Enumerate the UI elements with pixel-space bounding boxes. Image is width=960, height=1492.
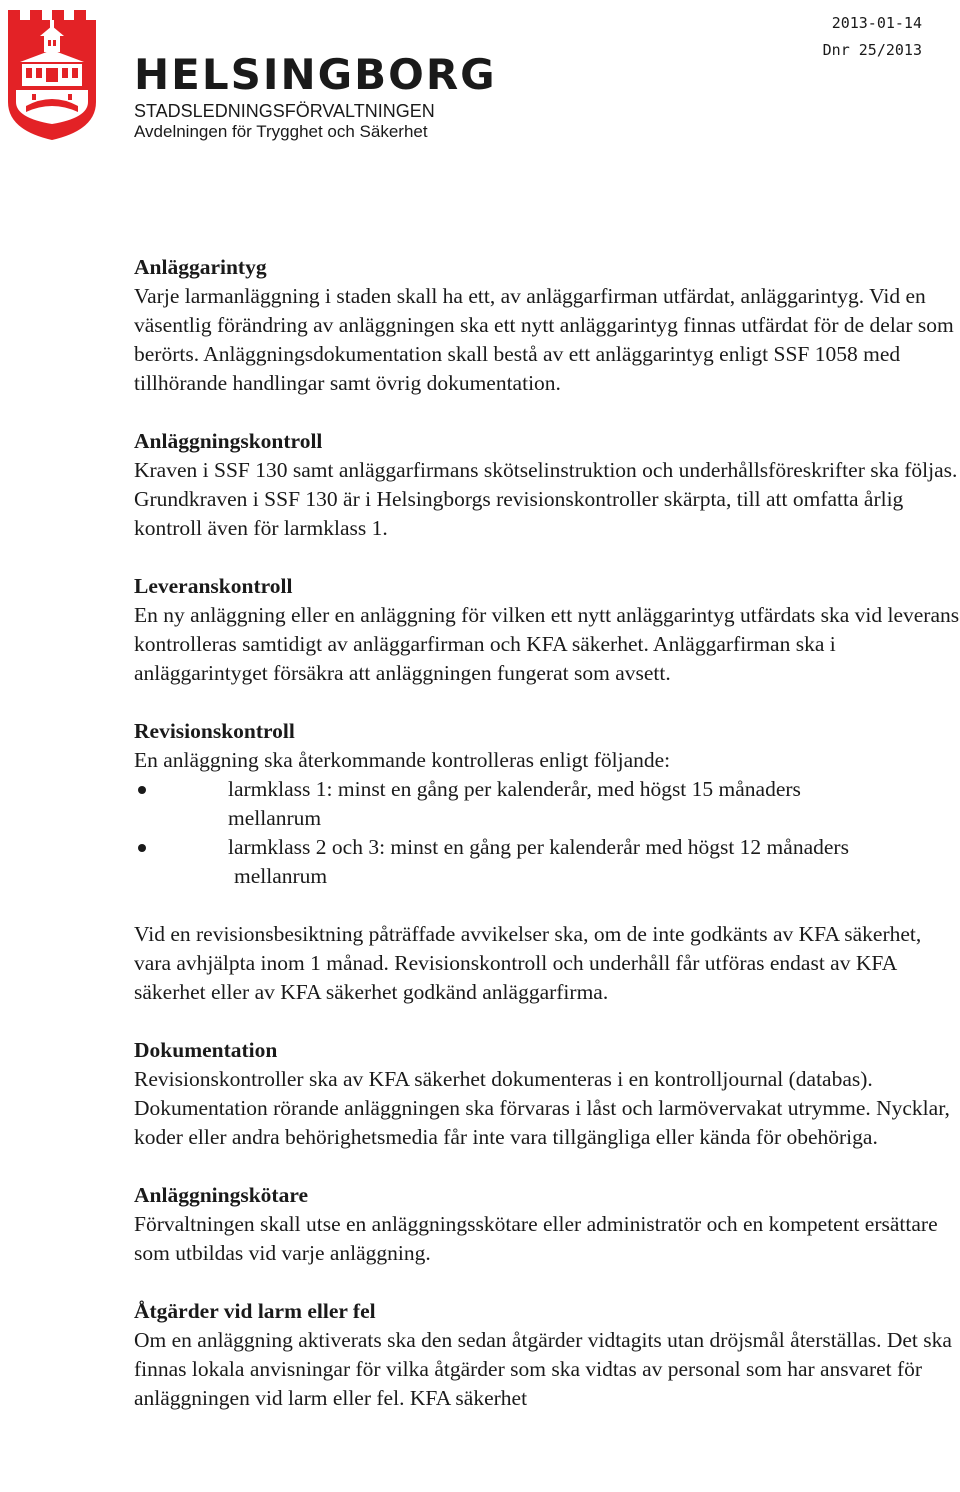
section-heading: Anläggningskontroll [134, 429, 323, 453]
brand-name: HELSINGBORG [134, 50, 497, 99]
section-text: En ny anläggning eller en anläggning för vilken ett nytt anläggarintyg utfärdats ska vid leverans kontrolleras samtidigt av anläggarfirman och KFA säkerhet. Anläggarfirman ska i anläggarintyget försäkra att anläggningen fungerat som avsett. [134, 603, 960, 685]
section-text: Vid en revisionsbesiktning påträffade avvikelser ska, om de inte godkänts av KFA säkerhet, vara avhjälpta inom 1 månad. Revisionskontroll och underhåll får utföras endast av KFA säkerhet eller av KFA säkerhet godkänd anläggarfirma. [134, 922, 922, 1004]
list-item-line: mellanrum [228, 806, 322, 830]
document-reference: Dnr 25/2013 [822, 41, 922, 59]
section-text: Varje larmanläggning i staden skall ha ett, av anläggarfirman utfärdat, anläggarintyg. Vid en väsentlig förändring av anläggningen ska ett nytt anläggarintyg finnas utfärdat för de delar som berörts. Anläggningsdokumentation skall bestå av ett anläggarintyg enligt SSF 1058 med tillhörande handlingar samt övrig dokumentation. [134, 284, 954, 395]
section-revisionskontroll [134, 717, 960, 891]
section-heading: Anläggarintyg [134, 255, 267, 279]
section-heading: Dokumentation [134, 1038, 278, 1062]
section-text: Kraven i SSF 130 samt anläggarfirmans skötselinstruktion och underhållsföreskrifter ska följas. Grundkraven i SSF 130 är i Helsingborgs revisionskontroller skärpta, till att omfatta årlig kontroll även för larmklass 1. [134, 458, 958, 540]
section-text: Revisionskontroller ska av KFA säkerhet dokumenteras i en kontrolljournal (databas). Dokumentation rörande anläggningen ska förvaras i låst och larmövervakat utrymme. Nycklar, koder eller andra behörighetsmedia får inte vara tillgängliga eller kända för obehöriga. [134, 1067, 950, 1149]
section-anlaggningskotare [134, 1181, 960, 1268]
document-body [134, 253, 960, 1413]
section-dokumentation [134, 1036, 960, 1152]
helsingborg-crest-logo [6, 6, 98, 142]
list-item-line: mellanrum [234, 864, 328, 888]
section-heading: Revisionskontroll [134, 719, 295, 743]
section-intro: En anläggning ska återkommande kontrolleras enligt följande: [134, 748, 671, 772]
list-item [134, 775, 960, 833]
section-text: Förvaltningen skall utse en anläggningsskötare eller administratör och en kompetent ersättare som utbildas vid varje anläggning. [134, 1212, 938, 1265]
bullet-list [134, 775, 960, 891]
brand-block [134, 50, 497, 142]
document-date: 2013-01-14 [831, 14, 922, 32]
section-heading: Anläggningskötare [134, 1183, 309, 1207]
department-name: STADSLEDNINGSFÖRVALTNINGEN [134, 101, 435, 121]
list-item [134, 833, 960, 891]
section-atgarder-vid-larm [134, 1297, 960, 1413]
bullet-icon [138, 844, 146, 852]
section-anlaggningskontroll [134, 427, 960, 543]
section-heading: Åtgärder vid larm eller fel [134, 1299, 376, 1323]
document-meta [823, 10, 922, 64]
section-anlaggarintyg [134, 253, 960, 398]
bullet-icon [138, 786, 146, 794]
division-name: Avdelningen för Trygghet och Säkerhet [134, 122, 428, 141]
section-text: Om en anläggning aktiverats ska den sedan åtgärder vidtagits utan dröjsmål återställas. Det ska finnas lokala anvisningar för vilka åtgärder som ska vidtas av personal som har ansvaret för anläggningen vid larm eller fel. KFA säkerhet [134, 1328, 952, 1410]
section-revisionskontroll-continued [134, 920, 960, 1007]
section-leveranskontroll [134, 572, 960, 688]
list-item-line: larmklass 1: minst en gång per kalenderår, med högst 15 månaders [228, 777, 801, 801]
list-item-line: larmklass 2 och 3: minst en gång per kalenderår med högst 12 månaders [228, 835, 849, 859]
section-heading: Leveranskontroll [134, 574, 293, 598]
